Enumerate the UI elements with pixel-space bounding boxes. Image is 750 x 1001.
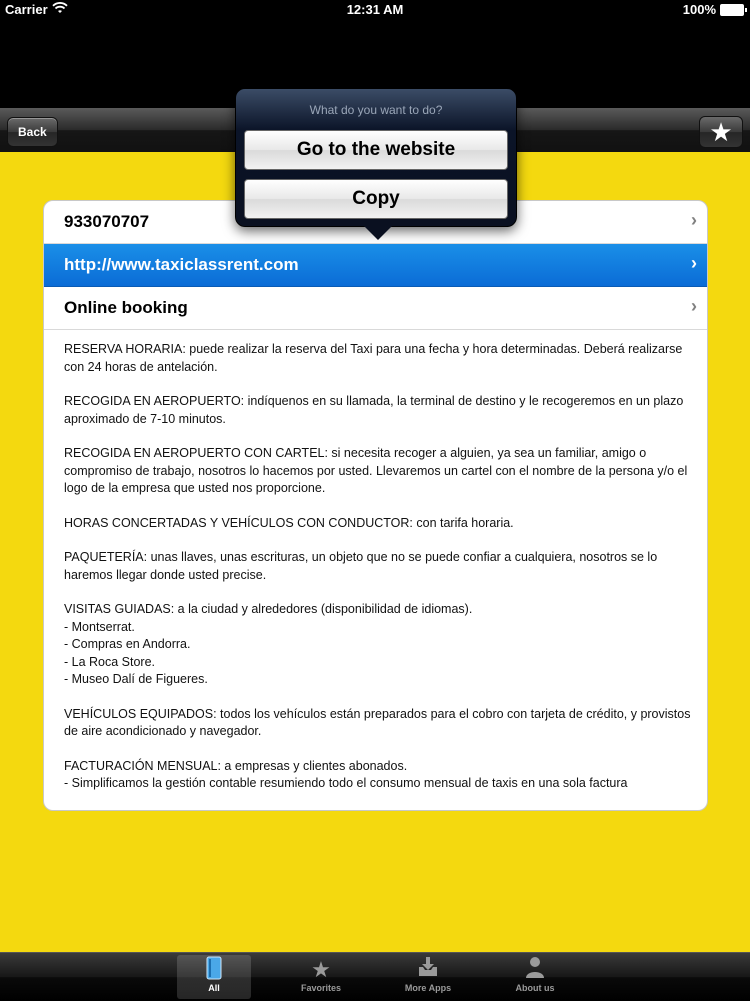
popover-arrow (364, 226, 392, 240)
tab-all[interactable] (177, 955, 251, 999)
desc-paragraph: HORAS CONCERTADAS Y VEHÍCULOS CON CONDUCTOR: con tarifa horaria. (64, 515, 514, 530)
desc-paragraph: FACTURACIÓN MENSUAL: a empresas y clientes abonados. - Simplificamos la gestión contable resumiendo todo el consumo mensual de taxis en una sola factura (64, 758, 628, 790)
star-icon: ★ (311, 957, 331, 982)
battery-percent: 100% (682, 2, 716, 17)
tab-label: Favorites (300, 983, 342, 993)
battery-indicator (683, 2, 744, 17)
desc-paragraph: VISITAS GUIADAS: a la ciudad y alrededores (disponibilidad de idiomas). - Montserrat. - Compras en Andorra. - La Roca Store. - Museo Dalí de Figueres. (64, 602, 473, 686)
favorite-button[interactable] (699, 116, 743, 148)
tab-favorites[interactable] (284, 955, 358, 999)
download-tray-icon (391, 955, 465, 983)
desc-paragraph: RESERVA HORARIA: puede realizar la reserva del Taxi para una fecha y hora determinadas. Deberá realizarse con 24 horas de antelación. (64, 342, 683, 374)
star-icon: ★ (709, 117, 733, 147)
tab-label: More Apps (404, 983, 452, 993)
desc-paragraph: RECOGIDA EN AEROPUERTO: indíquenos en su llamada, la terminal de destino y le recogeremos en un plazo aproximado de 7-10 minutos. (64, 394, 684, 426)
back-button[interactable]: Back (7, 117, 58, 147)
copy-button[interactable]: Copy (244, 179, 508, 219)
website-url: http://www.taxiclassrent.com (64, 255, 299, 274)
status-bar (0, 0, 750, 20)
action-popover (235, 88, 517, 227)
go-to-website-button[interactable]: Go to the website (244, 130, 508, 170)
online-booking-row[interactable] (44, 287, 707, 330)
carrier-label: Carrier (5, 2, 48, 17)
clock: 12:31 AM (346, 2, 404, 17)
tab-bar (0, 952, 750, 1001)
tab-label: All (208, 983, 220, 993)
content-area (0, 152, 750, 952)
desc-paragraph: PAQUETERÍA: unas llaves, unas escrituras, un objeto que no se puede confiar a cualquiera, nosotros se lo haremos llegar donde usted precise. (64, 550, 658, 582)
chevron-right-icon: › (691, 253, 697, 273)
battery-icon (720, 4, 744, 16)
book-icon (177, 955, 251, 983)
desc-paragraph: RECOGIDA EN AEROPUERTO CON CARTEL: si necesita recoger a alguien, ya sea un familiar, amigo o compromiso de trabajo, nosotros lo hacemos por usted. Llevaremos un cartel con el nombre de la persona y/o el logo de la empresa que usted nos proporcione. (64, 446, 688, 495)
chevron-right-icon: › (691, 210, 697, 230)
phone-number: 933070707 (64, 212, 150, 231)
tab-about-us[interactable] (498, 955, 572, 999)
service-description (64, 341, 694, 810)
chevron-right-icon: › (691, 296, 697, 316)
website-row[interactable] (44, 244, 707, 287)
desc-paragraph: VEHÍCULOS EQUIPADOS: todos los vehículos están preparados para el cobro con tarjeta de crédito, y provistos de aire acondicionado y navegador. (64, 706, 691, 738)
person-icon (498, 955, 572, 983)
online-booking-label: Online booking (64, 298, 188, 317)
popover-title: What do you want to do? (309, 103, 443, 117)
tab-more-apps[interactable] (391, 955, 465, 999)
tab-label: About us (515, 983, 555, 993)
detail-card (43, 200, 708, 811)
